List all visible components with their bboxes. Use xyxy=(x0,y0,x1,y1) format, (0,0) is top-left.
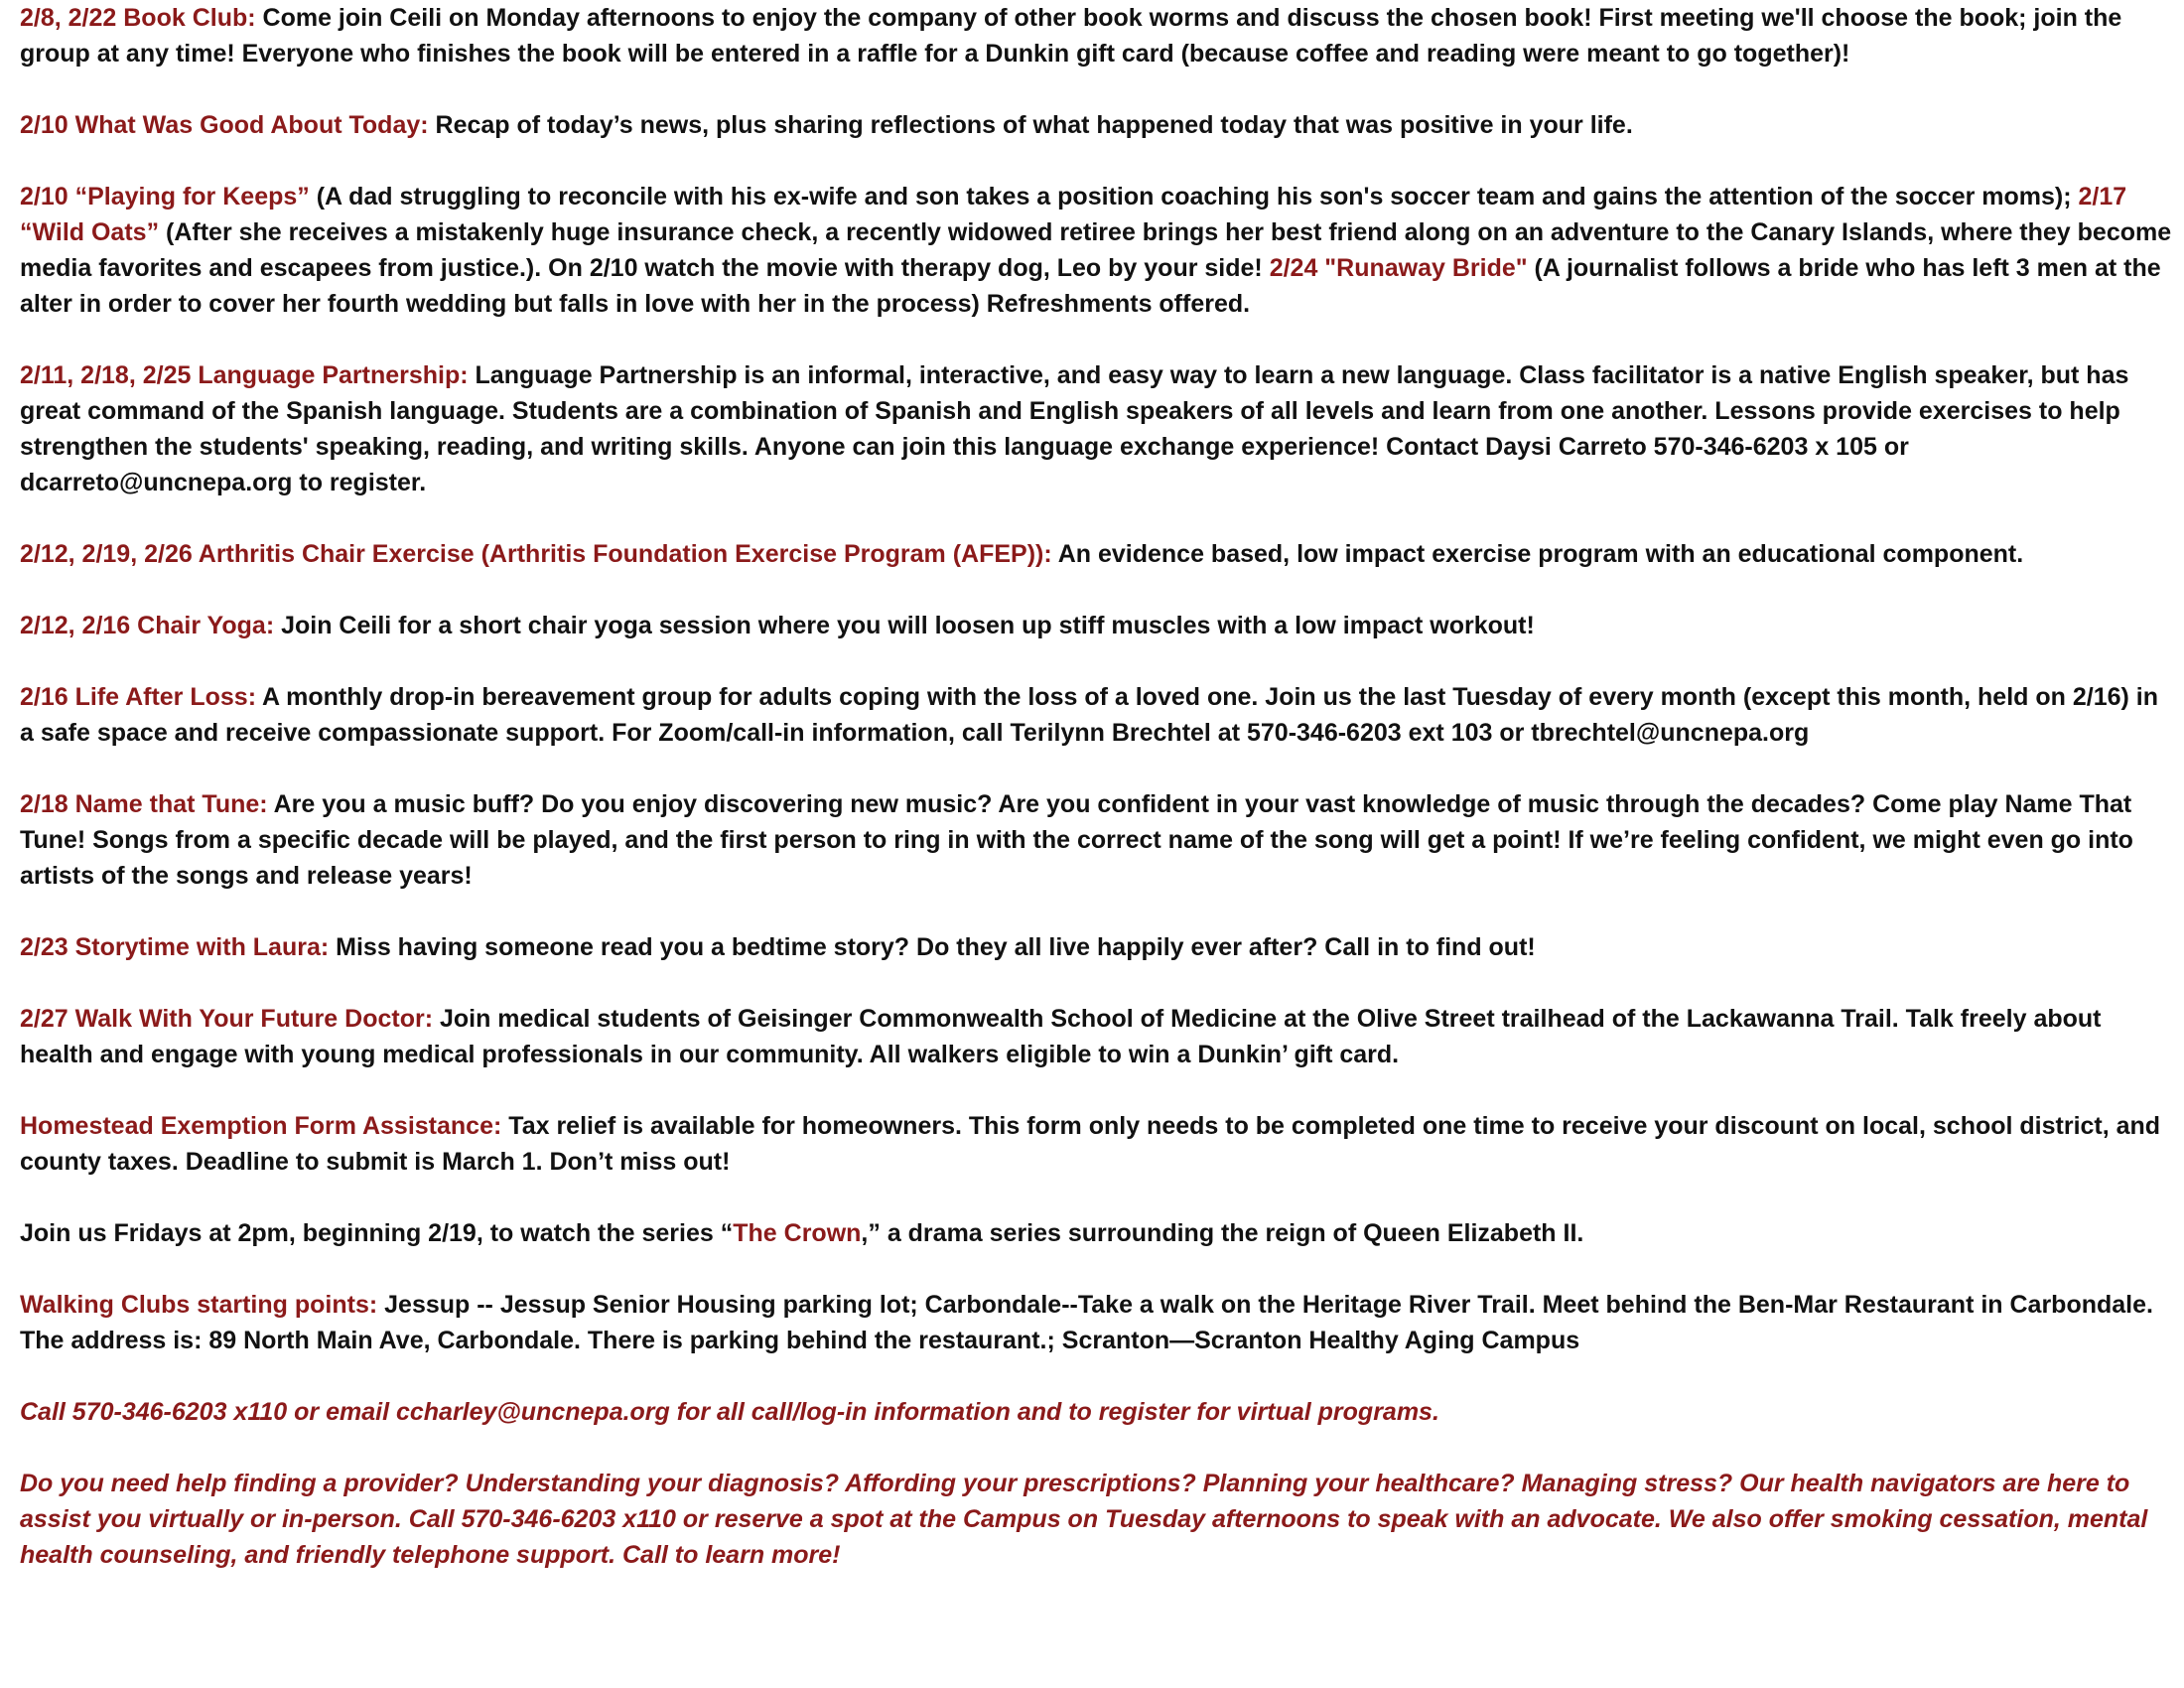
movie-heading-playing-for-keeps: 2/10 “Playing for Keeps” xyxy=(20,183,310,211)
entry-body: A monthly drop-in bereavement group for adults coping with the loss of a loved one. Join us the last Tuesday of every month (except this month, held on 2/16) in a safe space and receive compassionate support. For Zoom/call-in information, call Terilynn Brechtel at 570-346-6203 ext 103 or tbrechtel@uncnepa.org xyxy=(20,683,2158,747)
entry-walk-future-doctor xyxy=(20,1001,2174,1072)
entry-heading: 2/10 What Was Good About Today: xyxy=(20,111,429,139)
entry-heading: 2/27 Walk With Your Future Doctor: xyxy=(20,1005,434,1033)
entry-the-crown xyxy=(20,1215,2174,1251)
entry-body: Miss having someone read you a bedtime story? Do they all live happily ever after? Call in to find out! xyxy=(329,933,1536,961)
entry-heading: 2/12, 2/19, 2/26 Arthritis Chair Exercise (Arthritis Foundation Exercise Program (AFEP)): xyxy=(20,540,1052,568)
entry-heading: 2/23 Storytime with Laura: xyxy=(20,933,330,961)
entry-life-after-loss xyxy=(20,679,2174,751)
entry-body: Tax relief is available for homeowners. This form only needs to be completed one time to receive your discount on local, school district, and county taxes. Deadline to submit is March 1. Don’t miss out! xyxy=(20,1112,2161,1176)
entry-body: An evidence based, low impact exercise program with an educational component. xyxy=(1051,540,2024,568)
entry-body: Recap of today’s news, plus sharing reflections of what happened today that was positive in your life. xyxy=(428,111,1633,139)
entry-heading: 2/16 Life After Loss: xyxy=(20,683,257,711)
movie-body-runaway-bride: (A journalist follows a bride who has left 3 men at the alter in order to cover her fourth wedding but falls in love with her in the process) Refreshments offered. xyxy=(20,254,2161,318)
call-info-note: Call 570-346-6203 x110 or email ccharley@uncnepa.org for all call/log-in information and to register for virtual programs. xyxy=(20,1398,1439,1426)
entry-body: Are you a music buff? Do you enjoy discovering new music? Are you confident in your vast knowledge of music through the decades? Come play Name That Tune! Songs from a specific decade will be played, and the first person to ring in with the correct name of the song will get a point! If we’re feeling confident, we might even go into artists of the songs and release years! xyxy=(20,790,2133,890)
entry-heading: Homestead Exemption Form Assistance: xyxy=(20,1112,502,1140)
entry-heading: 2/12, 2/16 Chair Yoga: xyxy=(20,612,275,639)
movie-heading-wild-oats: 2/17 “Wild Oats” xyxy=(20,183,2127,246)
entry-book-club xyxy=(20,0,2174,71)
entry-walking-clubs xyxy=(20,1287,2174,1358)
crown-intro: Join us Fridays at 2pm, beginning 2/19, to watch the series “ xyxy=(20,1219,734,1247)
entry-arthritis-exercise xyxy=(20,536,2174,572)
entry-body: Jessup -- Jessup Senior Housing parking lot; Carbondale--Take a walk on the Heritage River Trail. Meet behind the Ben-Mar Restaurant in Carbondale. The address is: 89 North Main Ave, Carbondale. There is parking behind the restaurant.; Scranton—Scranton Healthy Aging Campus xyxy=(20,1291,2153,1354)
entry-storytime xyxy=(20,929,2174,965)
movie-heading-runaway-bride: 2/24 "Runaway Bride" xyxy=(1269,254,1528,282)
entry-body: Come join Ceili on Monday afternoons to enjoy the company of other book worms and discuss the chosen book! First meeting we'll choose the book; join the group at any time! Everyone who finishes the book will be entered in a raffle for a Dunkin gift card (because coffee and reading were meant to go together)! xyxy=(20,4,2122,68)
entry-heading: 2/11, 2/18, 2/25 Language Partnership: xyxy=(20,361,469,389)
entry-name-that-tune xyxy=(20,786,2174,894)
crown-title: The Crown xyxy=(733,1219,862,1247)
entry-body: Language Partnership is an informal, interactive, and easy way to learn a new language. Class facilitator is a native English speaker, but has great command of the Spanish language. Students are a combination of Spanish and English speakers of all levels and learn from one another. Lessons provide exercises to help strengthen the students' speaking, reading, and writing skills. Anyone can join this language exchange experience! Contact Daysi Carreto 570-346-6203 x 105 or dcarreto@uncnepa.org to register. xyxy=(20,361,2129,496)
entry-good-today xyxy=(20,107,2174,143)
events-document xyxy=(20,0,2174,1609)
movie-body-wild-oats: (After she receives a mistakenly huge insurance check, a recently widowed retiree brings her best friend along on an adventure to the Canary Islands, where they become media favorites and escapees from justice.). On 2/10 watch the movie with therapy dog, Leo by your side! xyxy=(20,218,2172,282)
movie-body-playing-for-keeps: (A dad struggling to reconcile with his ex-wife and son takes a position coaching his son's soccer team and gains the attention of the soccer moms); xyxy=(309,183,2079,211)
entry-chair-yoga xyxy=(20,608,2174,643)
entry-heading: 2/8, 2/22 Book Club: xyxy=(20,4,256,32)
crown-description: ,” a drama series surrounding the reign of Queen Elizabeth II. xyxy=(861,1219,1584,1247)
entry-body: Join Ceili for a short chair yoga session where you will loosen up stiff muscles with a low impact workout! xyxy=(274,612,1535,639)
entry-movies xyxy=(20,179,2174,322)
entry-heading: 2/18 Name that Tune: xyxy=(20,790,268,818)
entry-body: Join medical students of Geisinger Commonwealth School of Medicine at the Olive Street trailhead of the Lackawanna Trail. Talk freely about health and engage with young medical professionals in our community. All walkers eligible to win a Dunkin’ gift card. xyxy=(20,1005,2102,1068)
health-navigators-note: Do you need help finding a provider? Understanding your diagnosis? Affording your prescriptions? Planning your healthcare? Managing stress? Our health navigators are here to assist you virtually or in-person. Call 570-346-6203 x110 or reserve a spot at the Campus on Tuesday afternoons to speak with an advocate. We also offer smoking cessation, mental health counseling, and friendly telephone support. Call to learn more! xyxy=(20,1470,2148,1569)
entry-homestead-exemption xyxy=(20,1108,2174,1180)
entry-language-partnership xyxy=(20,357,2174,500)
entry-heading: Walking Clubs starting points: xyxy=(20,1291,378,1319)
